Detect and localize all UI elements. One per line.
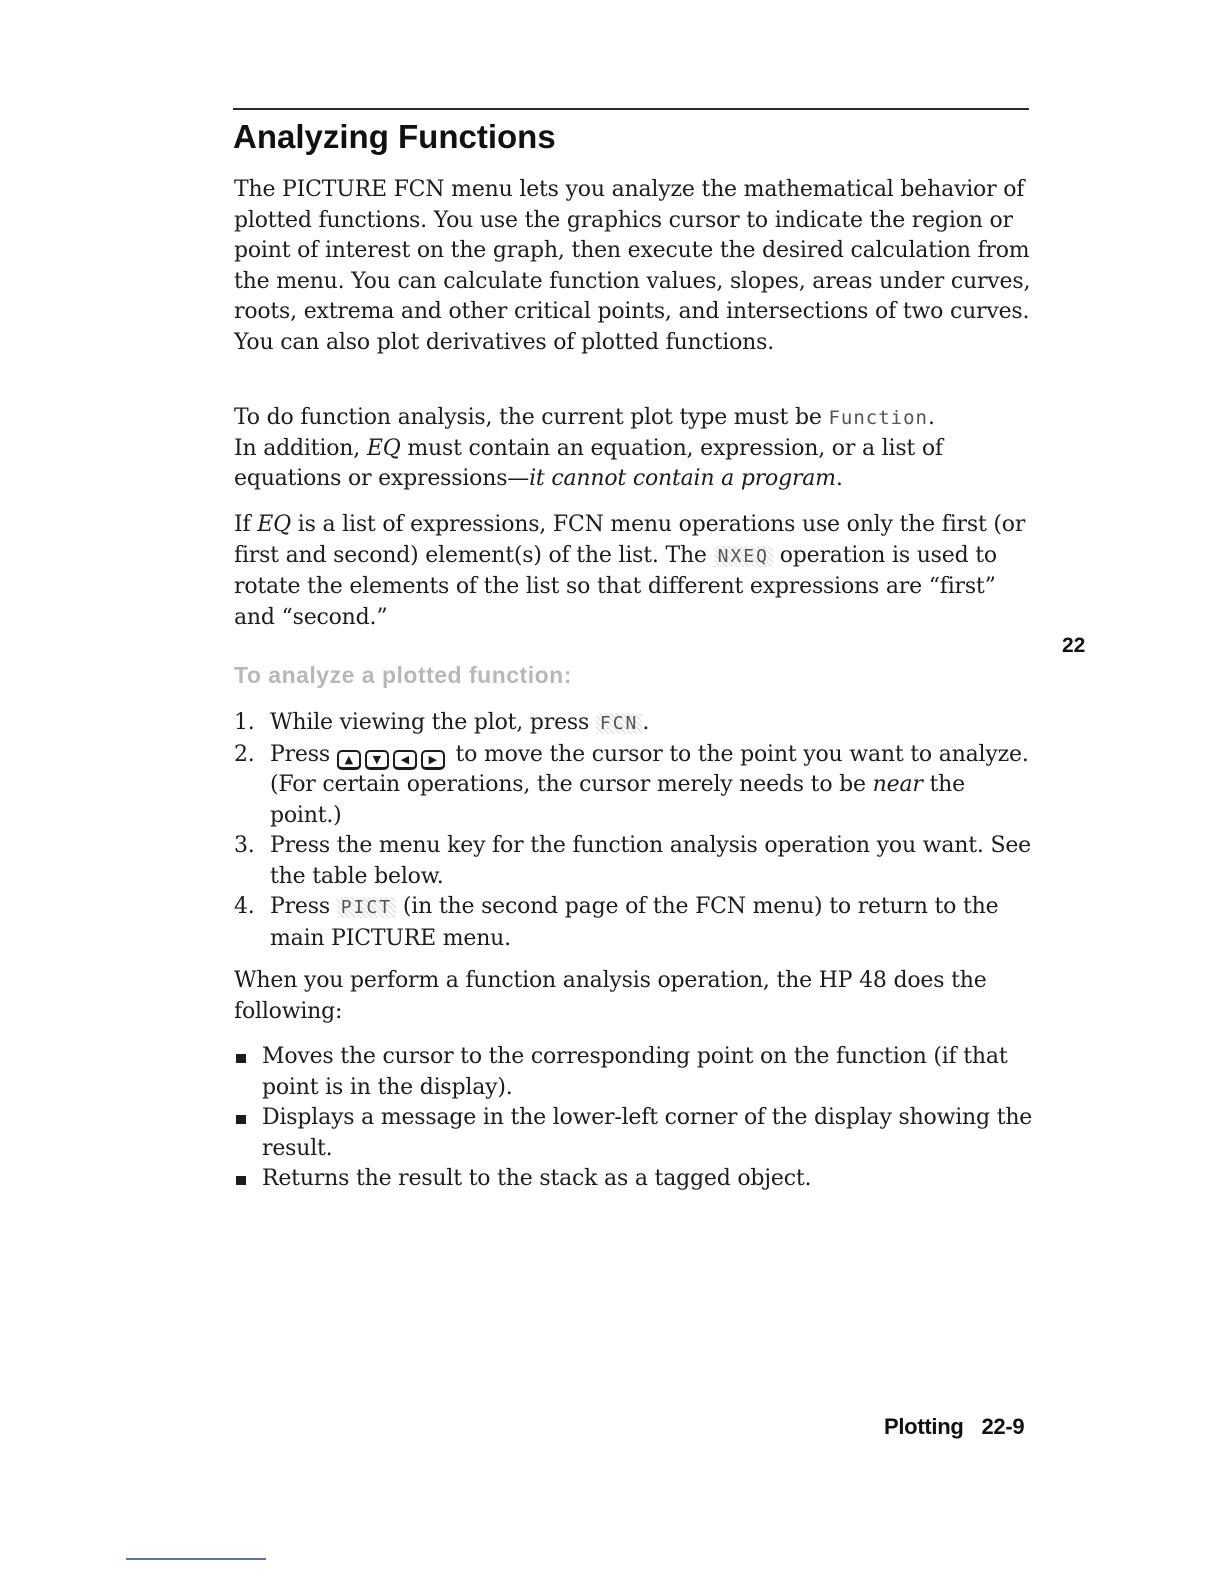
text: . — [835, 466, 843, 491]
bullet-square-icon — [236, 1115, 246, 1124]
intro-paragraph: The PICTURE FCN menu lets you analyze the mathematical behavior of plotted functions. You use the graphics cursor to indicate the region or point of interest on the graph, then execute the desired calculation from the menu. You can calculate function values, slopes, areas under curves, roots, extrema and other critical points, and intersections of two curves. You can also plot derivatives of plotted functions. — [234, 177, 1031, 355]
lcd-function-label: Function — [828, 407, 928, 429]
page-footer — [884, 1414, 1024, 1440]
procedure-heading: To analyze a plotted function: — [234, 662, 572, 688]
page-title: Analyzing Functions — [233, 118, 556, 155]
eq-list-paragraph — [234, 510, 1034, 633]
text: to move the cursor to the point you want to analyze. (For certain operations, the cursor merely needs to be — [270, 741, 1029, 797]
right-arrow-key-icon: ▶ — [421, 750, 445, 770]
text: Displays a message in the lower-left corner of the display showing the result. — [262, 1105, 1033, 1161]
eq-variable: EQ — [257, 512, 291, 537]
list-item — [234, 740, 1034, 832]
chapter-tab: 22 — [1062, 634, 1086, 657]
text: . — [642, 710, 650, 735]
list-item — [234, 1103, 1034, 1164]
text: must contain an equation, expression, or a list of equations or expressions— — [234, 435, 943, 491]
text: (in the second page of the FCN menu) to return to the main PICTURE menu. — [270, 894, 999, 951]
text: Returns the result to the stack as a tagged object. — [262, 1166, 812, 1191]
step-number: 4. — [234, 894, 255, 919]
footer-section: Plotting — [884, 1414, 964, 1439]
text: . — [927, 405, 935, 430]
text: Moves the cursor to the corresponding point on the function (if that point is in the display). — [262, 1044, 1008, 1100]
emphasis-text: it cannot contain a program — [529, 466, 836, 491]
list-item — [234, 1164, 1034, 1195]
results-intro-paragraph: When you perform a function analysis operation, the HP 48 does the following: — [234, 968, 987, 1024]
plot-type-paragraph — [234, 403, 1034, 495]
bullet-square-icon — [236, 1176, 246, 1185]
step-number: 3. — [234, 833, 255, 858]
text: Press — [270, 741, 330, 767]
list-item — [234, 708, 1034, 740]
results-list — [234, 1042, 1034, 1195]
text: Press — [270, 894, 330, 919]
procedure-steps — [234, 708, 1034, 954]
page-number: 22-9 — [981, 1414, 1025, 1439]
nxeq-softkey: NXEQ — [714, 546, 773, 567]
text: is a list of expressions, FCN menu operations use only the first (or first and second) element(s) of the list. The — [234, 512, 1026, 568]
top-rule — [233, 108, 1029, 110]
text: While viewing the plot, press — [270, 710, 590, 735]
text: To do function analysis, the current plot type must be — [234, 405, 822, 430]
eq-variable: EQ — [366, 435, 401, 461]
text: If — [234, 512, 251, 537]
left-arrow-key-icon: ◀ — [393, 750, 417, 770]
text: the point.) — [270, 772, 965, 828]
step-number: 2. — [234, 741, 255, 767]
fcn-softkey: FCN — [596, 713, 643, 734]
list-item — [234, 1042, 1034, 1103]
step-number: 1. — [234, 710, 255, 735]
bottom-rule — [126, 1558, 266, 1560]
text: operation is used to rotate the elements of the list so that different expressions are “first” and “second.” — [234, 542, 997, 630]
pict-softkey: PICT — [337, 897, 396, 918]
list-item — [234, 831, 1034, 892]
up-arrow-key-icon: ▲ — [337, 750, 361, 770]
list-item — [234, 892, 1034, 954]
down-arrow-key-icon: ▼ — [365, 750, 389, 770]
emphasis-text: near — [872, 772, 923, 797]
bullet-square-icon — [236, 1054, 246, 1063]
text: In addition, — [234, 435, 361, 461]
text: Press the menu key for the function analysis operation you want. See the table below. — [270, 833, 1031, 889]
